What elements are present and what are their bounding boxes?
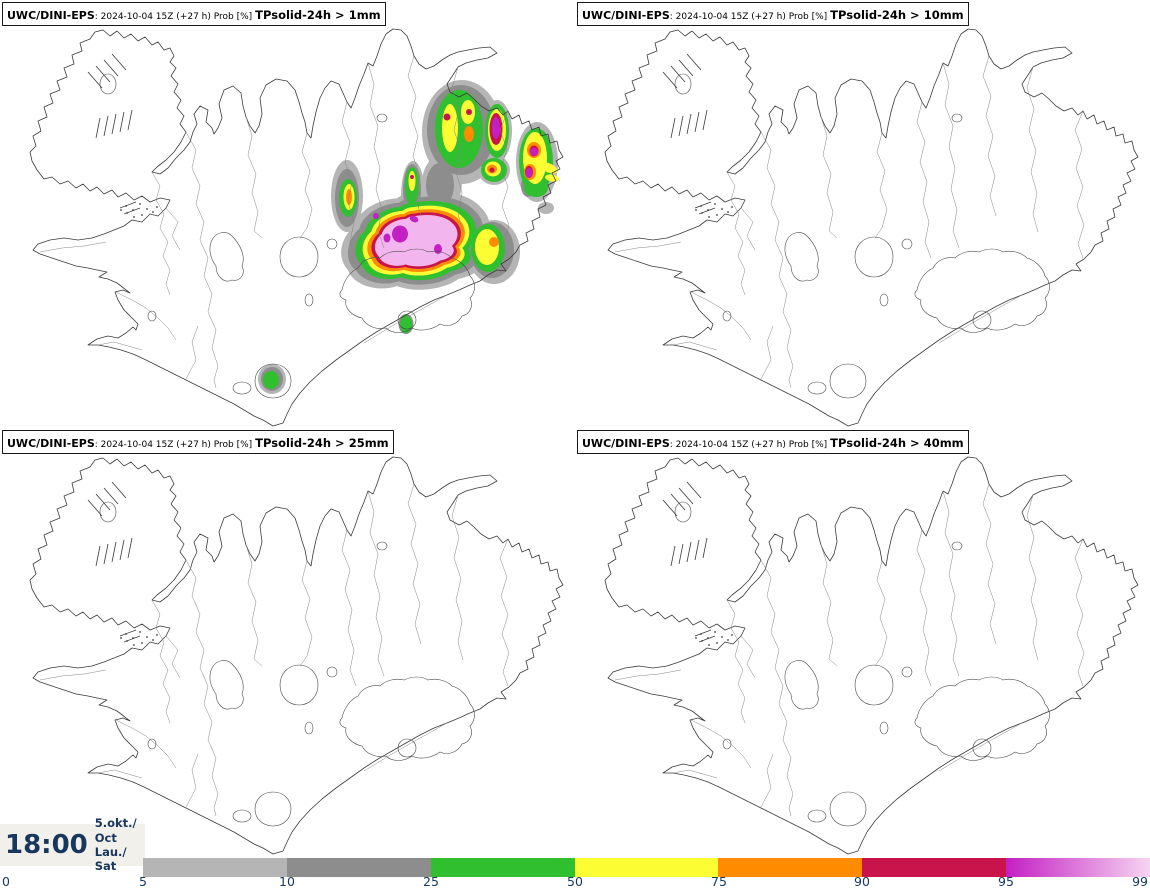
valid-time-box [0,816,145,874]
date-line: 5.okt./ Oct [94,816,137,845]
colorbar-segment-50-75 [575,858,719,877]
map-panel-1mm [0,0,575,445]
colorbar-segment-10-25 [287,858,431,877]
colorbar-tick-label: 0 [2,874,10,889]
colorbar-segment-75-90 [718,858,862,877]
day-line: Lau./ Sat [94,845,127,874]
iceland-map [575,0,1150,445]
iceland-map [0,0,575,445]
coastline-layer [605,11,1138,439]
model-label: UWC/DINI-EPS [582,437,670,450]
colorbar-tick-label: 5 [139,874,147,889]
colorbar-tick-label: 90 [854,874,870,889]
colorbar-tick-label: 10 [279,874,295,889]
panel-title [577,2,969,26]
panel-title [2,2,386,26]
valid-time: 18:00 [5,830,88,860]
model-label: UWC/DINI-EPS [582,9,670,22]
model-label: UWC/DINI-EPS [7,9,95,22]
colorbar-tick-label: 25 [423,874,439,889]
parameter-label: TPsolid-24h > 40mm [830,436,964,450]
coastline-layer [30,439,563,867]
colorbar-segment-5-10 [143,858,287,877]
iceland-map [0,428,575,873]
valid-date [95,816,145,874]
panel-title [577,430,969,454]
colorbar-tick-label: 99 [1132,874,1148,889]
parameter-label: TPsolid-24h > 1mm [255,8,381,22]
colorbar-segment-90-95 [862,858,1006,877]
colorbar-segment-95-99 [1006,858,1150,877]
map-panel-25mm [0,428,575,873]
colorbar-tick-label: 75 [711,874,727,889]
colorbar-tick-label: 95 [998,874,1014,889]
iceland-map [575,428,1150,873]
run-info: : 2024-10-04 15Z (+27 h) Prob [%] [94,12,253,22]
run-info: : 2024-10-04 15Z (+27 h) Prob [%] [669,440,828,450]
run-info: : 2024-10-04 15Z (+27 h) Prob [%] [94,440,253,450]
coastline-layer [605,439,1138,867]
run-info: : 2024-10-04 15Z (+27 h) Prob [%] [669,12,828,22]
colorbar-tick-label: 50 [567,874,583,889]
panel-title [2,430,394,454]
probability-overlay [258,80,560,394]
colorbar-segment-25-50 [431,858,575,877]
model-label: UWC/DINI-EPS [7,437,95,450]
parameter-label: TPsolid-24h > 10mm [830,8,964,22]
map-panel-10mm [575,0,1150,445]
map-panel-40mm [575,428,1150,873]
parameter-label: TPsolid-24h > 25mm [255,436,389,450]
